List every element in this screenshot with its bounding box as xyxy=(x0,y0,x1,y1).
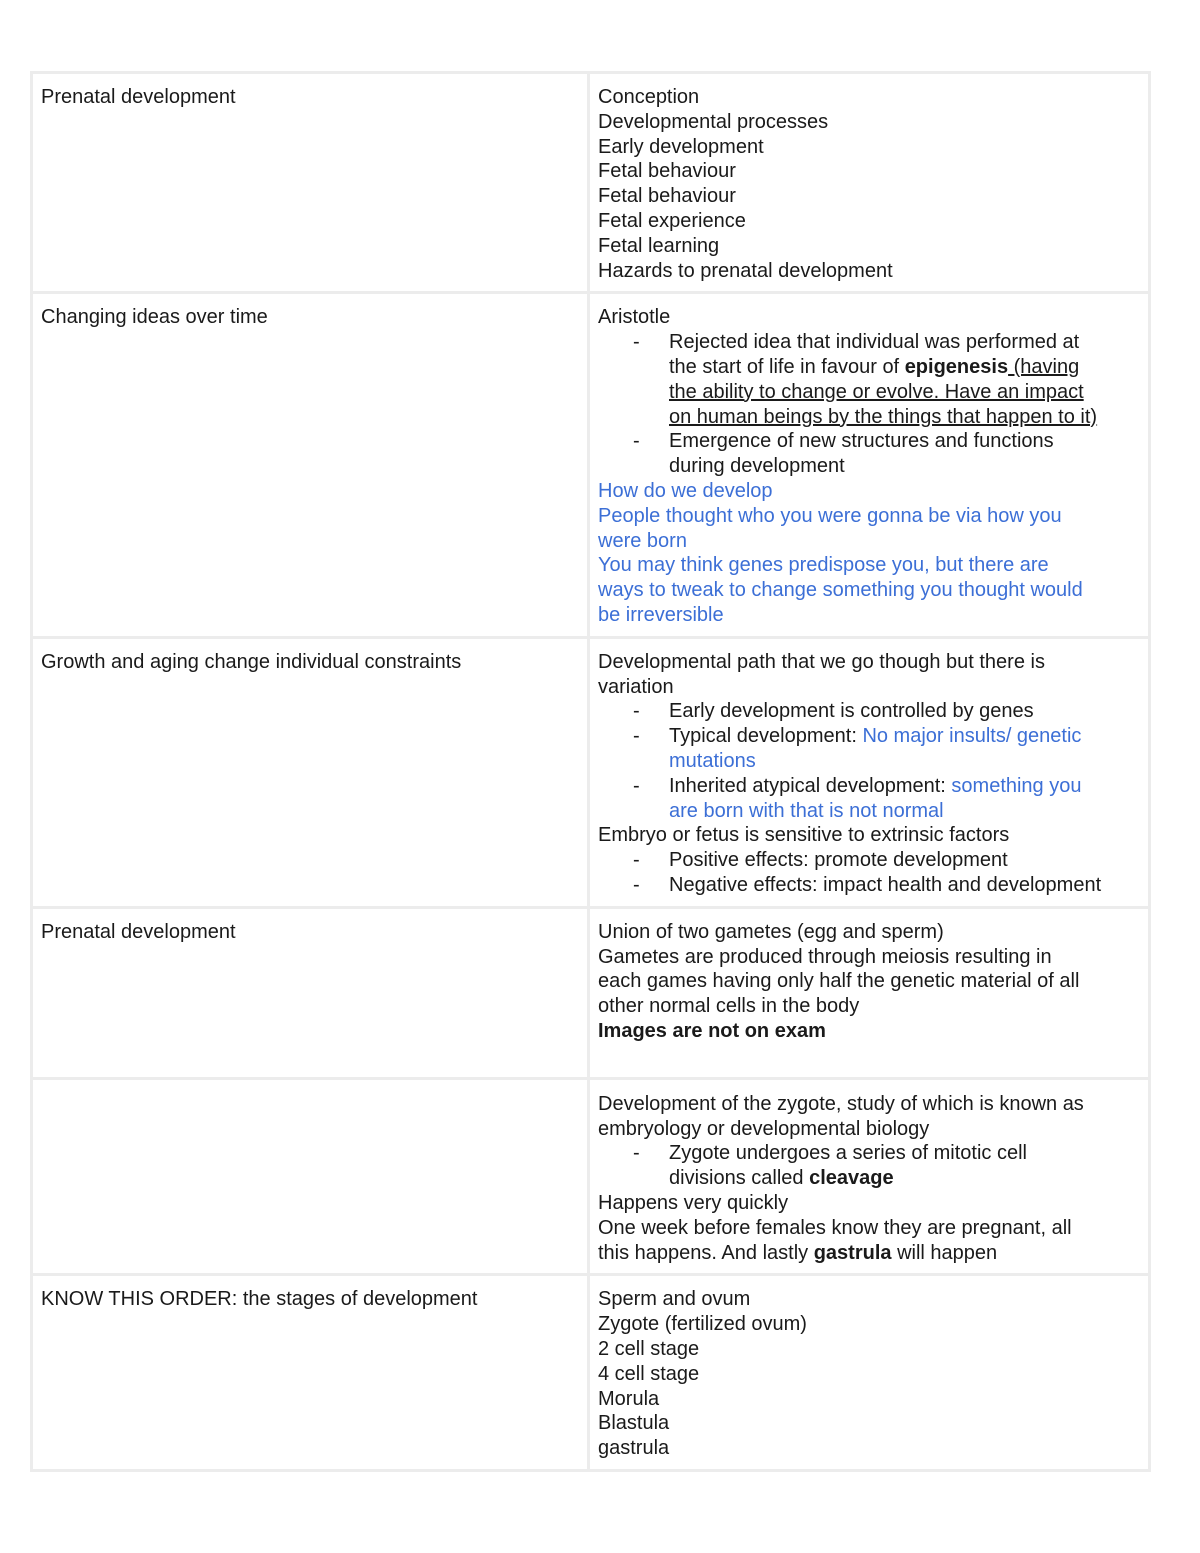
annotation-line: How do we develop xyxy=(598,479,773,502)
key-term: gastrula xyxy=(813,1241,892,1264)
topic-cell xyxy=(32,907,589,1078)
topic-text: Prenatal development xyxy=(41,86,236,108)
annotation-line: be irreversible xyxy=(598,603,724,626)
list-item: - Positive effects: promote development xyxy=(669,848,1140,873)
note-line: Fetal behaviour xyxy=(598,185,736,208)
note-line: each games having only half the genetic material of all xyxy=(598,970,1080,993)
bullet-list xyxy=(598,330,1140,479)
note-line: Embryo or fetus is sensitive to extrinsic factors xyxy=(598,824,1010,847)
note-line: Morula xyxy=(598,1387,660,1410)
bullet-list xyxy=(598,848,1140,898)
topic-text: Prenatal development xyxy=(41,920,236,943)
note-line: Hazards to prenatal development xyxy=(598,259,893,282)
list-item: - Early development is controlled by genes xyxy=(669,699,1140,724)
key-term: cleavage xyxy=(809,1167,894,1190)
note-line: Early development xyxy=(598,135,764,158)
table-row xyxy=(32,73,1150,293)
topic-text: KNOW THIS ORDER: the stages of development xyxy=(41,1288,478,1311)
note-line: Development of the zygote, study of which is known as xyxy=(598,1092,1084,1115)
notes-cell xyxy=(589,637,1150,907)
annotation-line: were born xyxy=(598,529,687,552)
note-line: gastrula xyxy=(598,1437,670,1460)
list-item: - Typical development: No major insults/ genetic mutations xyxy=(669,724,1140,774)
list-item: - Emergence of new structures and functions during development xyxy=(669,429,1140,479)
note-line: variation xyxy=(598,675,674,698)
topic-cell xyxy=(32,1078,589,1275)
topic-text: Changing ideas over time xyxy=(41,306,268,329)
note-line: 2 cell stage xyxy=(598,1337,700,1360)
note-line: Gametes are produced through meiosis resulting in xyxy=(598,945,1052,968)
note-line: Conception xyxy=(598,86,700,108)
key-term: epigenesis xyxy=(904,355,1009,378)
note-line: other normal cells in the body xyxy=(598,995,860,1018)
notes-cell xyxy=(589,1275,1150,1471)
list-item: - Inherited atypical development: something you are born with that is not normal xyxy=(669,774,1140,824)
note-line: 4 cell stage xyxy=(598,1362,700,1385)
topic-cell xyxy=(32,637,589,907)
note-line: Zygote (fertilized ovum) xyxy=(598,1313,807,1336)
topic-cell xyxy=(32,1275,589,1471)
bullet-list xyxy=(598,699,1140,823)
notes-cell xyxy=(589,73,1150,293)
note-line: Union of two gametes (egg and sperm) xyxy=(598,920,944,943)
note-line: Fetal learning xyxy=(598,234,720,257)
note-line: Developmental processes xyxy=(598,110,829,133)
note-line: Images are not on exam xyxy=(598,1019,826,1042)
table-row xyxy=(32,637,1150,907)
note-line: Developmental path that we go though but there is xyxy=(598,650,1045,673)
note-line: Sperm and ovum xyxy=(598,1288,751,1311)
note-line: Fetal behaviour xyxy=(598,160,736,183)
annotation-line: ways to tweak to change something you thought would xyxy=(598,579,1083,602)
list-item: - Zygote undergoes a series of mitotic cell divisions called cleavage xyxy=(669,1141,1140,1191)
note-line: One week before females know they are pregnant, all xyxy=(598,1216,1072,1239)
table-row xyxy=(32,907,1150,1078)
bullet-list xyxy=(598,1141,1140,1191)
note-line: Blastula xyxy=(598,1412,670,1435)
note-line: this happens. And lastly gastrula will happen xyxy=(598,1241,998,1264)
annotation-line: People thought who you were gonna be via how you xyxy=(598,504,1062,527)
table-row xyxy=(32,1275,1150,1471)
note-line: Happens very quickly xyxy=(598,1191,789,1214)
table-row xyxy=(32,1078,1150,1275)
note-line: embryology or developmental biology xyxy=(598,1117,930,1140)
note-line: Fetal experience xyxy=(598,209,746,232)
list-item: - Negative effects: impact health and development xyxy=(669,873,1140,898)
topic-cell xyxy=(32,293,589,637)
annotation-line: You may think genes predispose you, but there are xyxy=(598,554,1049,577)
table-row xyxy=(32,293,1150,637)
notes-table xyxy=(30,71,1151,1472)
topic-cell xyxy=(32,73,589,293)
notes-cell xyxy=(589,1078,1150,1275)
notes-cell xyxy=(589,293,1150,637)
notes-cell xyxy=(589,907,1150,1078)
list-item: - Rejected idea that individual was performed at the start of life in favour of epigenesis (having the ability to change or evolve. Have an impact on human beings by the things that happen to it) xyxy=(669,330,1140,429)
topic-text: Growth and aging change individual constraints xyxy=(41,650,462,673)
note-line: Aristotle xyxy=(598,306,671,329)
